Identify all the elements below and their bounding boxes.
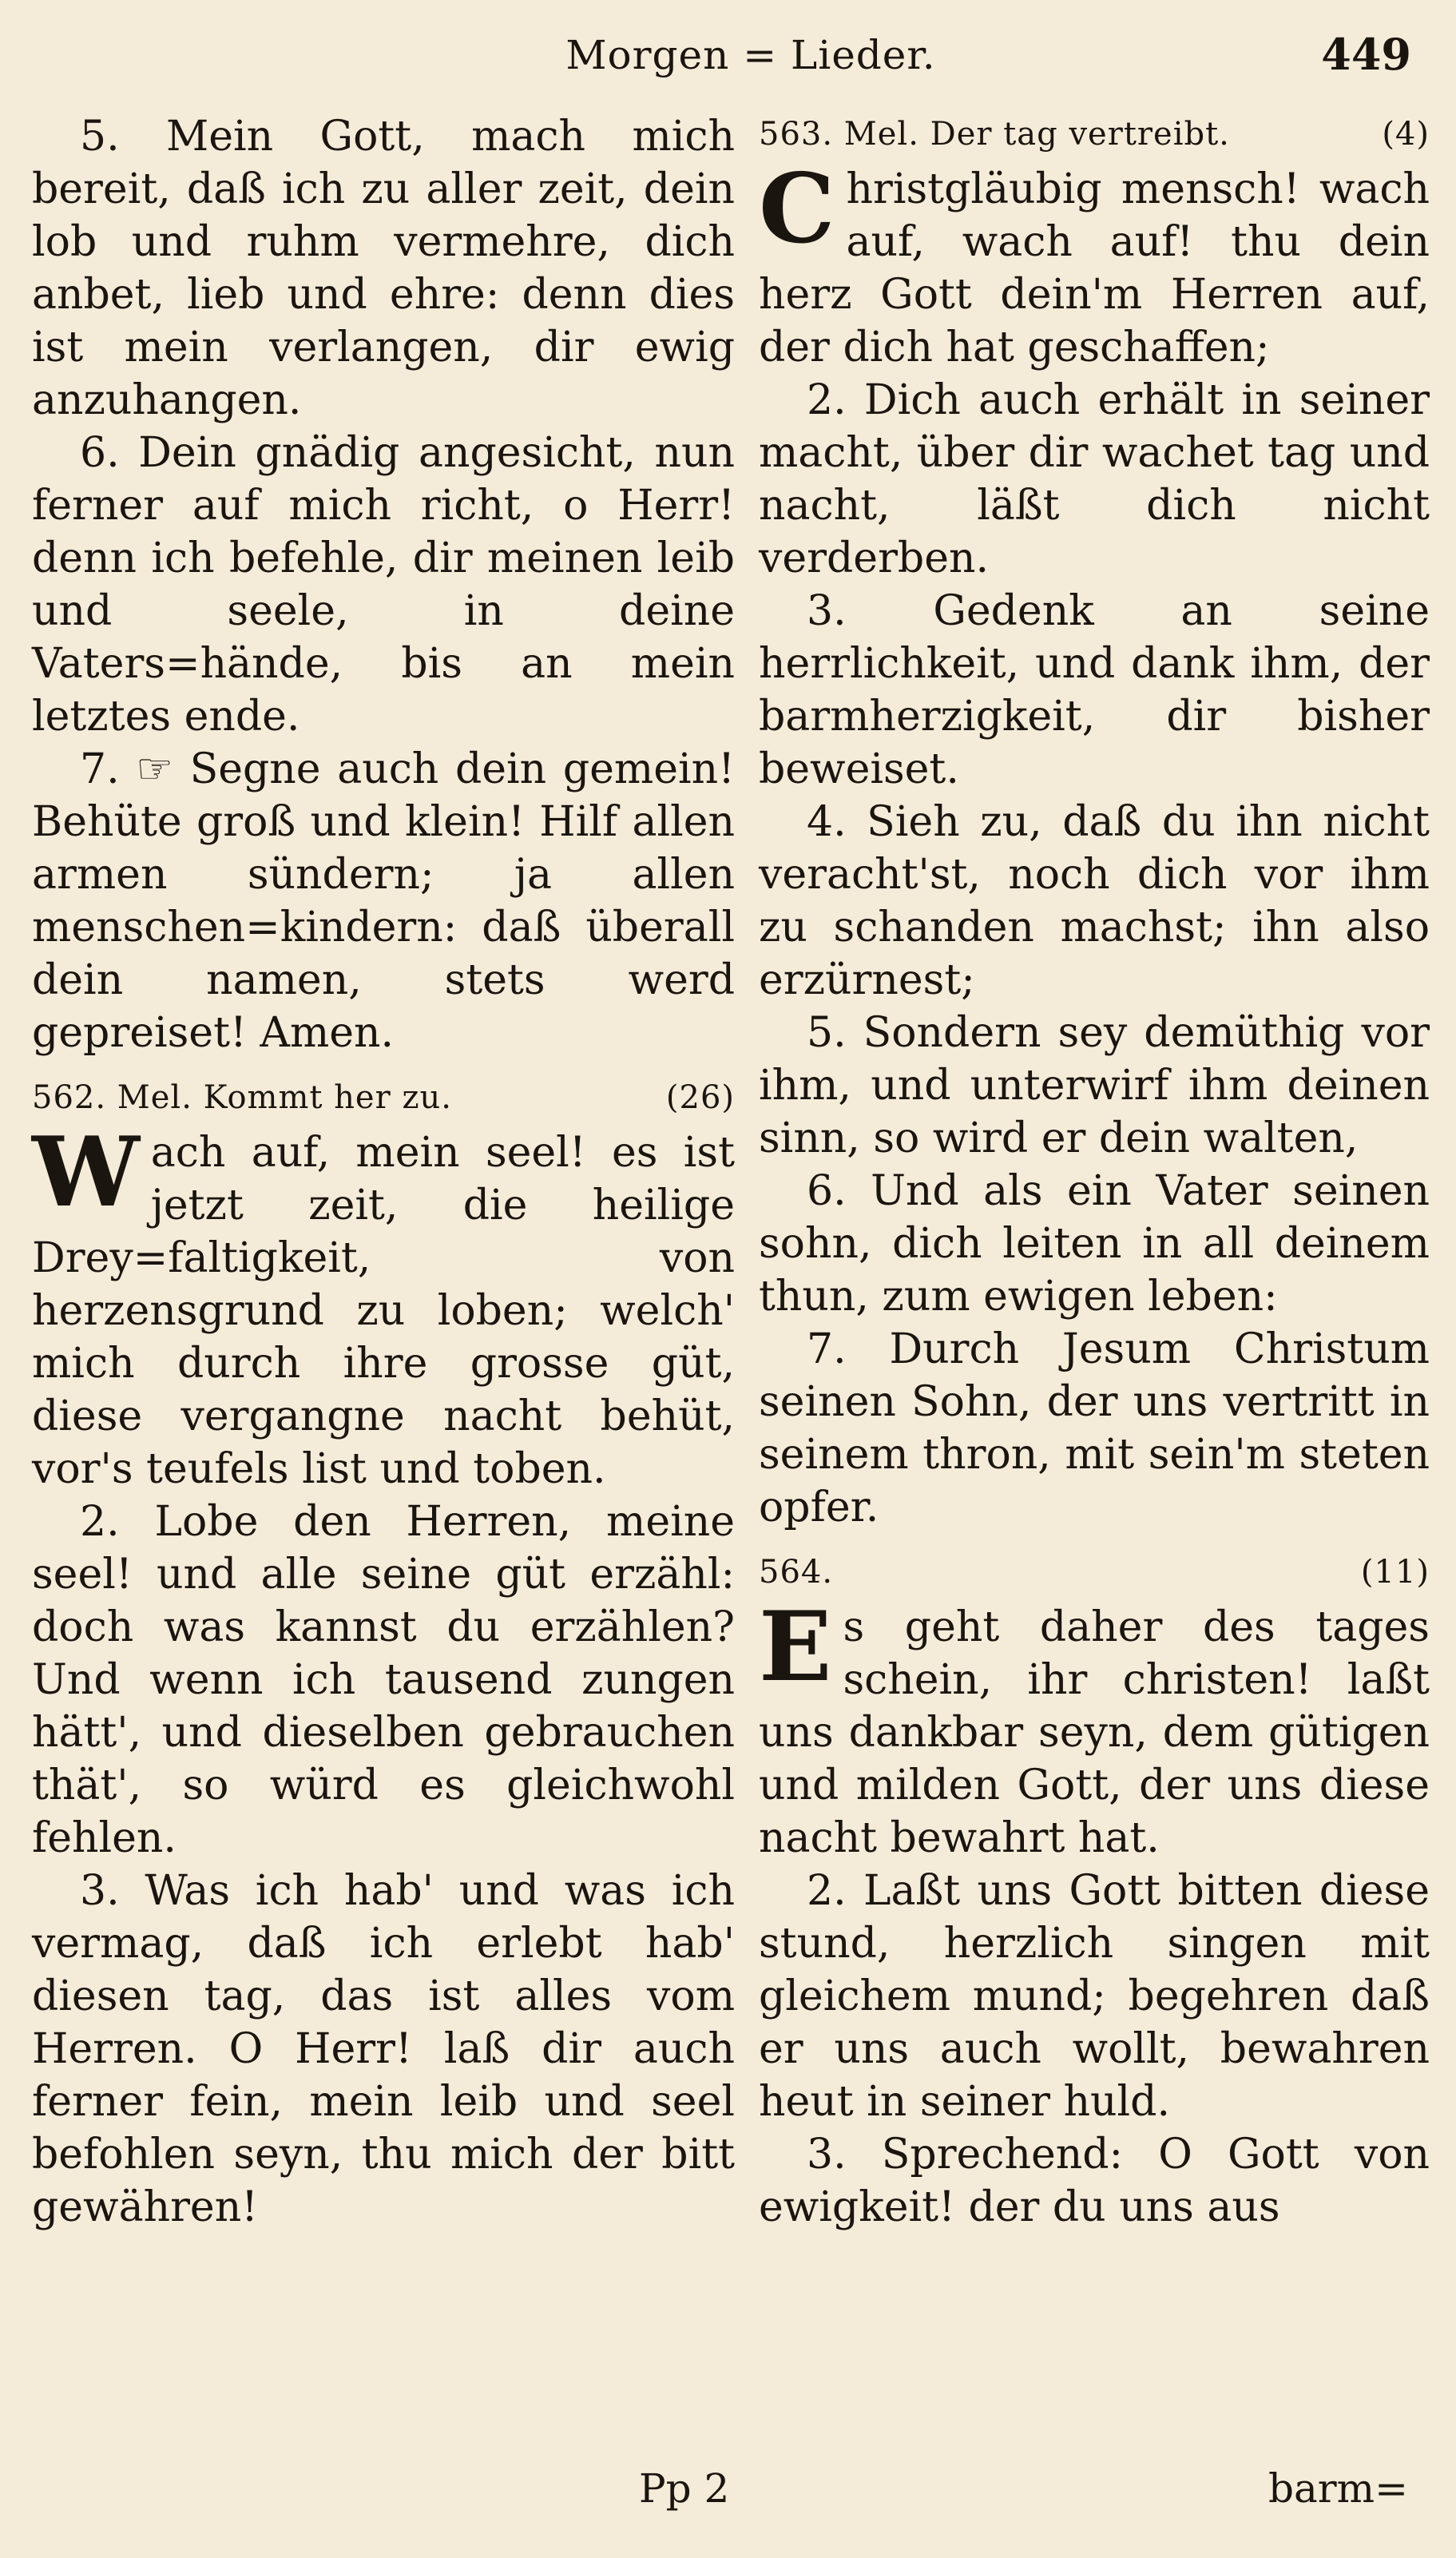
verse-5: 5. Mein Gott, mach mich bereit, daß ich zu aller zeit, dein lob und ruhm vermehre, dich anbet, lieb und ehre: denn dies ist mein verlangen, dir ewig anzuhangen.: [32, 113, 735, 424]
hymn-563-number: 563. Mel. Der tag vertreibt.: [759, 116, 1230, 153]
left-column: [32, 110, 735, 2234]
hymn-564-verse-1-text: s geht daher des tages schein, ihr christen! laßt uns dankbar seyn, dem gütigen und milden Gott, der uns diese nacht bewahrt hat.: [759, 1603, 1430, 1862]
hymn-563-verse-4: 4. Sieh zu, daß du ihn nicht veracht'st, noch dich vor ihm zu schanden machst; ihn also erzürnest;: [759, 798, 1430, 1004]
hymn-562-header: [32, 1074, 735, 1122]
hymn-563-verse-2: 2. Dich auch erhält in seiner macht, über dir wachet tag und nacht, läßt dich nicht verderben.: [759, 376, 1430, 582]
verse-7: 7. ☞ Segne auch dein gemein! Behüte groß und klein! Hilf allen armen sündern; ja allen menschen=kindern: daß überall dein namen, stets werd gepreiset! Amen.: [32, 745, 735, 1057]
running-head: Morgen = Lieder.: [565, 32, 936, 78]
catchword: barm=: [1268, 2465, 1408, 2512]
hymn-564-tune-number: (11): [1360, 1554, 1430, 1591]
signature-mark: Pp 2: [639, 2465, 730, 2512]
hymn-562-verse-1-text: ach auf, mein seel! es ist jetzt zeit, die heilige Drey=faltigkeit, von herzensgrund zu loben; welch' mich durch ihre grosse güt, diese vergangne nacht behüt, vor's teufels list und toben.: [32, 1129, 735, 1493]
hymn-564-verse-3: 3. Sprechend: O Gott von ewigkeit! der du uns aus: [759, 2131, 1430, 2231]
hymn-563-verse-6: 6. Und als ein Vater seinen sohn, dich leiten in all deinem thun, zum ewigen leben:: [759, 1167, 1430, 1321]
hymn-563-verse-7: 7. Durch Jesum Christum seinen Sohn, der uns vertritt in seinem thron, mit sein'm steten opfer.: [759, 1325, 1430, 1531]
drop-cap: W: [32, 1116, 140, 1229]
page-number: 449: [1321, 29, 1411, 80]
drop-cap: E: [759, 1591, 832, 1703]
hymn-563-tune-number: (4): [1382, 116, 1430, 153]
hymn-564-header: [759, 1548, 1430, 1596]
right-column: [759, 110, 1430, 2234]
hymn-562-verse-1: [32, 1116, 735, 1495]
hymn-564-number: 564.: [759, 1554, 834, 1591]
hymn-563-verse-3: 3. Gedenk an seine herrlichkeit, und dank ihm, der barmherzigkeit, dir bisher beweiset.: [759, 587, 1430, 793]
hymn-563-header: [759, 110, 1430, 158]
hymn-562-tune-number: (26): [665, 1079, 735, 1116]
hymn-564-verse-1: [759, 1591, 1430, 1865]
hymn-563-verse-5: 5. Sondern sey demüthig vor ihm, und unterwirf ihm deinen sinn, so wird er dein walten,: [759, 1009, 1430, 1162]
hymn-562-verse-2: 2. Lobe den Herren, meine seel! und alle seine güt erzähl: doch was kannst du erzählen? Und wenn ich tausend zungen hätt', und dieselben gebrauchen thät', so würd es gleichwohl fehlen.: [32, 1498, 735, 1862]
hymn-564-verse-2: 2. Laßt uns Gott bitten diese stund, herzlich singen mit gleichem mund; begehren daß er uns auch wollt, bewahren heut in seiner huld.: [759, 1867, 1430, 2126]
drop-cap: C: [759, 153, 835, 265]
hymn-563-verse-1-text: hristgläubig mensch! wach auf, wach auf! thu dein herz Gott dein'm Herren auf, der dich hat geschaffen;: [759, 165, 1430, 371]
verse-6: 6. Dein gnädig angesicht, nun ferner auf mich richt, o Herr! denn ich befehle, dir meinen leib und seele, in deine Vaters=hände, bis an mein letztes ende.: [32, 429, 735, 741]
hymn-562-number: 562. Mel. Kommt her zu.: [32, 1079, 452, 1116]
hymn-563-verse-1: [759, 153, 1430, 374]
hymn-562-verse-3: 3. Was ich hab' und was ich vermag, daß ich erlebt hab' diesen tag, das ist alles vom Herren. O Herr! laß dir auch ferner fein, mein leib und seel befohlen seyn, thu mich der bitt gewähren!: [32, 1867, 735, 2231]
